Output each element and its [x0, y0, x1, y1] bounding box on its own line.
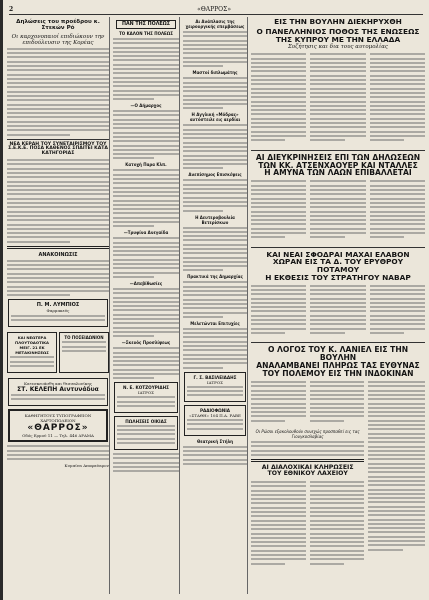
col1-body-1 [7, 48, 109, 136]
story-eisenhower [251, 154, 425, 244]
story-laniel-line3: ΤΟΥ ΠΟΛΕΜΟΥ ΕΙΣ ΤΗΝ ΙΝΔΟΚΙΝΑΝ [262, 369, 414, 379]
story-cyprus-line1: ΕΙΣ ΤΗΝ ΒΟΥΛΗΝ ΔΙΕΚΗΡΥΧΘΗ [274, 17, 402, 26]
column-3 [183, 17, 248, 594]
story-red-river-line1: ΚΑΙ ΝΕΑΙ ΣΦΟΔΡΑΙ ΜΑΧΑΙ ΕΛΑΒΟΝ [266, 249, 410, 259]
story-eisenhower-line1: ΑΙ ΔΙΕΥΚΡΙΝΗΣΕΙΣ ΕΠΙ ΤΩΝ ΔΗΛΩΣΕΩΝ [255, 152, 421, 162]
ad-tharros-title: «ΘΑΡΡΟΣ» [27, 423, 89, 434]
ad-tharros-printshop [8, 409, 108, 442]
col2-h3: Κατοχή Παρα Κλπ. [125, 162, 167, 168]
col2-h1: ΤΟ ΚΑΛΟΝ ΤΗΣ ΠΟΛΕΩΣ [119, 31, 173, 36]
story-eisenhower-line2: ΤΩΝ ΚΚ. ΑΤΣΕΝΧΑΟΥΕΡ ΚΑΙ ΝΤΑΛΛΕΣ [258, 160, 418, 170]
story-russia-subhead: Οι Ρώσοι εξακολουθούν συνεχώς προσπαθεί εις τας Γιουγκοσλαβίας [255, 429, 360, 440]
ad-vasileiadis [184, 372, 246, 403]
ad-house-sales [114, 416, 178, 450]
col2-h2: —Ο Δήμαρχος [130, 103, 162, 109]
col2-h5: —Απεβίθωσίες [129, 280, 163, 286]
col1-subhead: Οι καρχονοπαιοί επιδιώκουν την επιδούλευσιν της Κορέας [11, 33, 105, 46]
story-eisenhower-line3: Η ΑΜΥΝΑ ΤΩΝ ΛΑΩΝ ΕΠΙΒΑΛΛΕΤΑΙ [264, 168, 412, 178]
rule [7, 139, 109, 140]
masthead-title: «ΘΑΡΡΟΣ» [197, 5, 232, 13]
ad-row [7, 330, 109, 375]
col1-headline: Δηλώσεις του προέδρου κ. Στεκών Ρό [16, 19, 100, 31]
ad-radio [184, 405, 246, 436]
ad-tharros-addr: Οδός Ερμού 11 — Τηλ. 446 ΔΡΑΜΑ [22, 433, 94, 439]
ad-furniture [7, 332, 57, 373]
story-cyprus-line2: Ο ΠΑΝΕΛΛΗΝΙΟΣ ΠΟΘΟΣ ΤΗΣ ΕΝΩΣΕΩΣ [256, 26, 420, 36]
story-red-river-line3: Η ΕΚΘΕΣΙΣ ΤΟΥ ΣΤΡΑΤΗΓΟΥ ΝΑΒΑΡ [265, 272, 411, 282]
story-lottery-line1: ΑΙ ΔΙΑΛΟΧΙΚΑΙ ΚΛΗΡΩΣΕΙΣ [261, 463, 354, 471]
ad-radio-sub: «ΣΤΑΘΗ» 104 Π.Α. ΡΑΒΕ [189, 413, 241, 419]
story-laniel-line2: ΑΝΑΛΑΜΒΑΝΕΙ ΠΛΗΡΩΣ ΤΑΣ ΕΥΘΥΝΑΣ [256, 361, 420, 371]
masthead [9, 4, 423, 15]
story-cyprus-line3: ΤΗΣ ΚΥΠΡΟΥ ΜΕ ΤΗΝ ΕΛΛΑΔΑ [275, 34, 401, 44]
ad-kelepi-line: Κατεσκευάσθη και θεσσαλονίκης [24, 381, 92, 386]
story-red-river [251, 251, 425, 340]
col3-h4: Ανεπίσημος Επισκέψεις [188, 172, 242, 178]
column-1 [7, 17, 110, 594]
col1-footer-line: Κυμαίνα Αποφαύαρον [64, 463, 109, 469]
col2-box-title: ΠΑΝ ΤΗΣ ΠΟΛΕΩΣ [116, 20, 176, 29]
right-news-area [251, 17, 425, 594]
story-cyprus [251, 18, 425, 147]
col1-section-head: ΝΕΑ ΚΕΡΔΗ ΤΟΥ ΣΥΝΕΤΑΙΡΙΣΜΟΥ ΤΟΥ Σ.Ε.Κ.Ε. ΠΟΣΑ ΚΑΘΕΝΟΣ ΣΠΑΙΤΕΙ ΚΑΤΑ ΚΑΤΗΓΟΡΙΑΣ [8, 141, 108, 157]
col2-h6: —Σκευός Προσλίψεως [121, 340, 171, 346]
ad-tharros-sub: ΚΑΘΗΓΗΤΟΥΣ ΤΥΠΟΓΡΑΦΕΙΟΝ ΧΑΡΤΟΠΩΛΕΙΟΝ [24, 413, 92, 424]
col3-h5: Η Δευτεροβουλιία Βετερίσκων [195, 214, 235, 225]
ad-kotzouridis-title: Ν. Ε. ΚΟΤΖΟΥΡΙΔΗΣ [123, 385, 169, 391]
ad-vasileiadis-title: Γ. Σ. ΒΑΣΙΛΕΙΑΔΗΣ [193, 374, 237, 380]
rule [7, 246, 109, 249]
col3-h1: Αι Ανάπλασις της χειρουργικής επεμβάσεως [185, 19, 245, 29]
ad-poseidonion [59, 332, 109, 373]
page-number: 2 [9, 5, 14, 13]
ad-vasileiadis-sub: ΙΑΤΡΟΣ [207, 379, 223, 385]
story-cyprus-subhead: Συζήτησις και δια τους αυτομολίας [287, 44, 388, 51]
ad-poseidonion-title: ΤΟ ΠΟΣΕΙΔΩΝΙΟΝ [64, 335, 104, 341]
story-laniel-line1: Ο ΛΟΓΟΣ ΤΟΥ Κ. ΛΑΝΙΕΛ ΕΙΣ ΤΗΝ ΒΟΥΛΗΝ [267, 345, 409, 363]
ad-pharmacist-title: Π. Μ. ΛΥΜΠΙΟΣ [36, 302, 80, 309]
ad-furniture-title: ΚΑΙ ΝΕΩΤΕΡΑ ΠΛΟΥΤΟΔΟΤΙΚΑ ΜΕΙΓ. 21 ΕΚ ΜΕΤΑΚΙΝΗΣΕΩΣ [15, 335, 49, 356]
col2-h4: —Τρυφίνα Ανεγαίδα [123, 230, 169, 236]
ad-kotzouridis-sub: ΙΑΤΡΟΣ [138, 390, 154, 396]
story-laniel [251, 346, 425, 570]
col3-h7: Μελετώνται Επιτυχίες [190, 320, 240, 326]
col1-body-3 [7, 260, 109, 296]
col3-h2: Μαστοί διπλωμάτης [192, 70, 238, 76]
ad-pharmacist [8, 299, 108, 327]
col3-h8: Θεατρική Στήλη [197, 438, 233, 444]
col3-h3: Η Αγγλική «Μόδρας» αυτόστειλε εις αερδίαι [189, 112, 241, 123]
col1-body-2 [7, 159, 109, 243]
ad-radio-title: ΡΑΔΙΟΦΩΝΙΑ [199, 408, 231, 414]
story-red-river-line2: ΧΩΡΑΝ ΕΙΣ ΤΑ Δ. ΤΟΥ ΕΡΥΘΡΟΥ ΠΟΤΑΜΟΥ [272, 257, 404, 275]
ad-kelepi [8, 378, 108, 406]
column-2 [113, 17, 180, 594]
ad-kotzouridis [114, 382, 178, 413]
ad-kelepi-title: ΣΤ. ΚΕΛΕΠΗ Αιντυνάδυα [17, 386, 99, 393]
ad-house-sales-title: ΠΩΛΗΣΕΙΣ ΟΙΚΙΑΣ [125, 418, 167, 424]
ad-pharmacist-sub: Φαρμακεύς [46, 308, 70, 314]
story-lottery-line2: ΤΟΥ ΕΘΝΙΚΟΥ ΛΑΧΕΙΟΥ [267, 470, 348, 478]
col3-h6: Πρακτικά της Δημαρχίας [187, 274, 243, 280]
col1-ad-section: ΑΝΑΚΟΙΝΩΣΙΣ [38, 251, 78, 258]
